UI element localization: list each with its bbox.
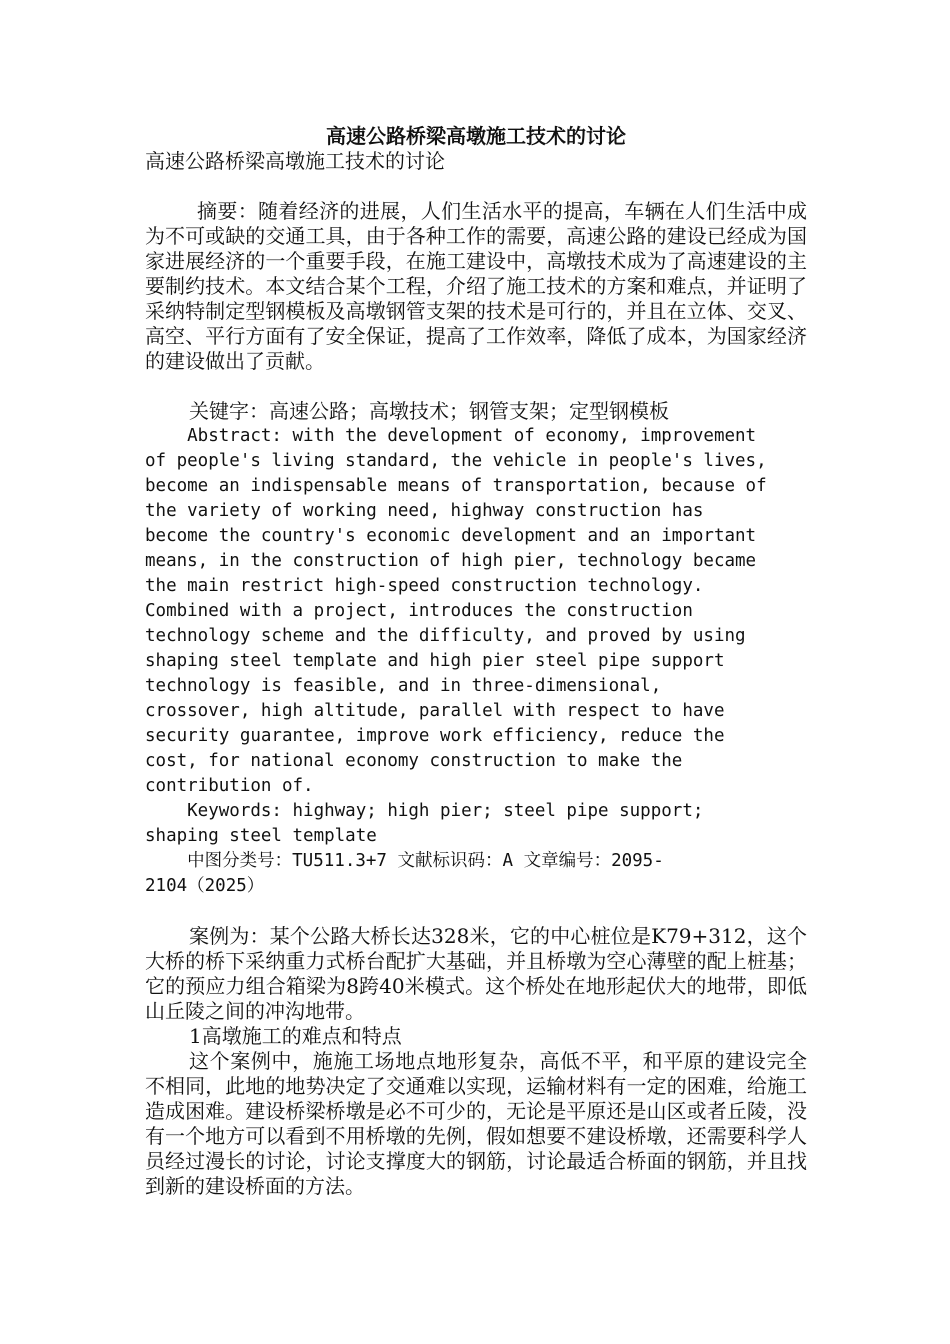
classification-line: 中图分类号：TU511.3+7 文献标识码：A 文章编号：2095- (145, 851, 664, 871)
keywords-en (145, 799, 807, 849)
document-body (145, 124, 807, 1199)
abstract-en-line: contribution of. (145, 776, 314, 796)
classification-line: 2104（2025） (145, 876, 265, 896)
abstract-en (145, 424, 807, 799)
abstract-en-line: of people's living standard, the vehicle in people's lives, (145, 451, 767, 471)
document-title: 高速公路桥梁高墩施工技术的讨论 (326, 124, 626, 148)
section-paragraph: 这个案例中，施施工场地点地形复杂，高低不平，和平原的建设完全不相同，此地的地势决定了交通难以实现，运输材料有一定的困难，给施工造成困难。建设桥梁桥墩是必不可少的，无论是平原还是山区或者丘陵，没有一个地方可以看到不用桥墩的先例，假如想要不建设桥墩，还需要科学人员经过漫长的讨论，讨论支撑度大的钢筋，讨论最适合桥面的钢筋，并且找到新的建设桥面的方法。 (145, 1049, 807, 1198)
abstract-en-line: crossover, high altitude, parallel with respect to have (145, 701, 725, 721)
abstract-zh: 摘要：随着经济的进展，人们生活水平的提高，车辆在人们生活中成为不可或缺的交通工具，由于各种工作的需要，高速公路的建设已经成为国家进展经济的一个重要手段，在施工建设中，高墩技术成为了高速建设的主要制约技术。本文结合某个工程，介绍了施工技术的方案和难点，并证明了采纳特制定型钢模板及高墩钢管支架的技术是可行的，并且在立体、交叉、高空、平行方面有了安全保证，提高了工作效率，降低了成本，为国家经济的建设做出了贡献。 (145, 199, 807, 373)
abstract-en-line: means, in the construction of high pier, technology became (145, 551, 757, 571)
keywords-en-line: shaping steel template (145, 826, 377, 846)
abstract-en-line: the main restrict high-speed construction technology. (145, 576, 704, 596)
abstract-en-line: become an indispensable means of transportation, because of (145, 476, 767, 496)
keywords-en-line: Keywords: highway; high pier; steel pipe support; (145, 801, 704, 821)
abstract-en-line: Combined with a project, introduces the construction (145, 601, 693, 621)
abstract-en-line: the variety of working need, highway construction has (145, 501, 704, 521)
section-heading: 1高墩施工的难点和特点 (189, 1024, 402, 1048)
keywords-zh: 关键字：高速公路；高墩技术；钢管支架；定型钢模板 (189, 399, 669, 423)
classification-info (145, 849, 807, 899)
document-subtitle: 高速公路桥梁高墩施工技术的讨论 (145, 149, 445, 173)
abstract-en-line: technology scheme and the difficulty, and proved by using (145, 626, 746, 646)
abstract-en-line: security guarantee, improve work efficiency, reduce the (145, 726, 725, 746)
abstract-en-line: technology is feasible, and in three-dimensional, (145, 676, 662, 696)
abstract-en-line: shaping steel template and high pier steel pipe support (145, 651, 725, 671)
case-paragraph: 案例为：某个公路大桥长达328米，它的中心桩位是K79+312，这个大桥的桥下采纳重力式桥台配扩大基础，并且桥墩为空心薄壁的配上桩基；它的预应力组合箱梁为8跨40米模式。这个桥处在地形起伏大的地带，即低山丘陵之间的冲沟地带。 (145, 924, 807, 1023)
abstract-en-line: become the country's economic development and an important (145, 526, 757, 546)
abstract-en-line: cost, for national economy construction to make the (145, 751, 683, 771)
abstract-en-line: Abstract: with the development of economy, improvement (145, 426, 757, 446)
